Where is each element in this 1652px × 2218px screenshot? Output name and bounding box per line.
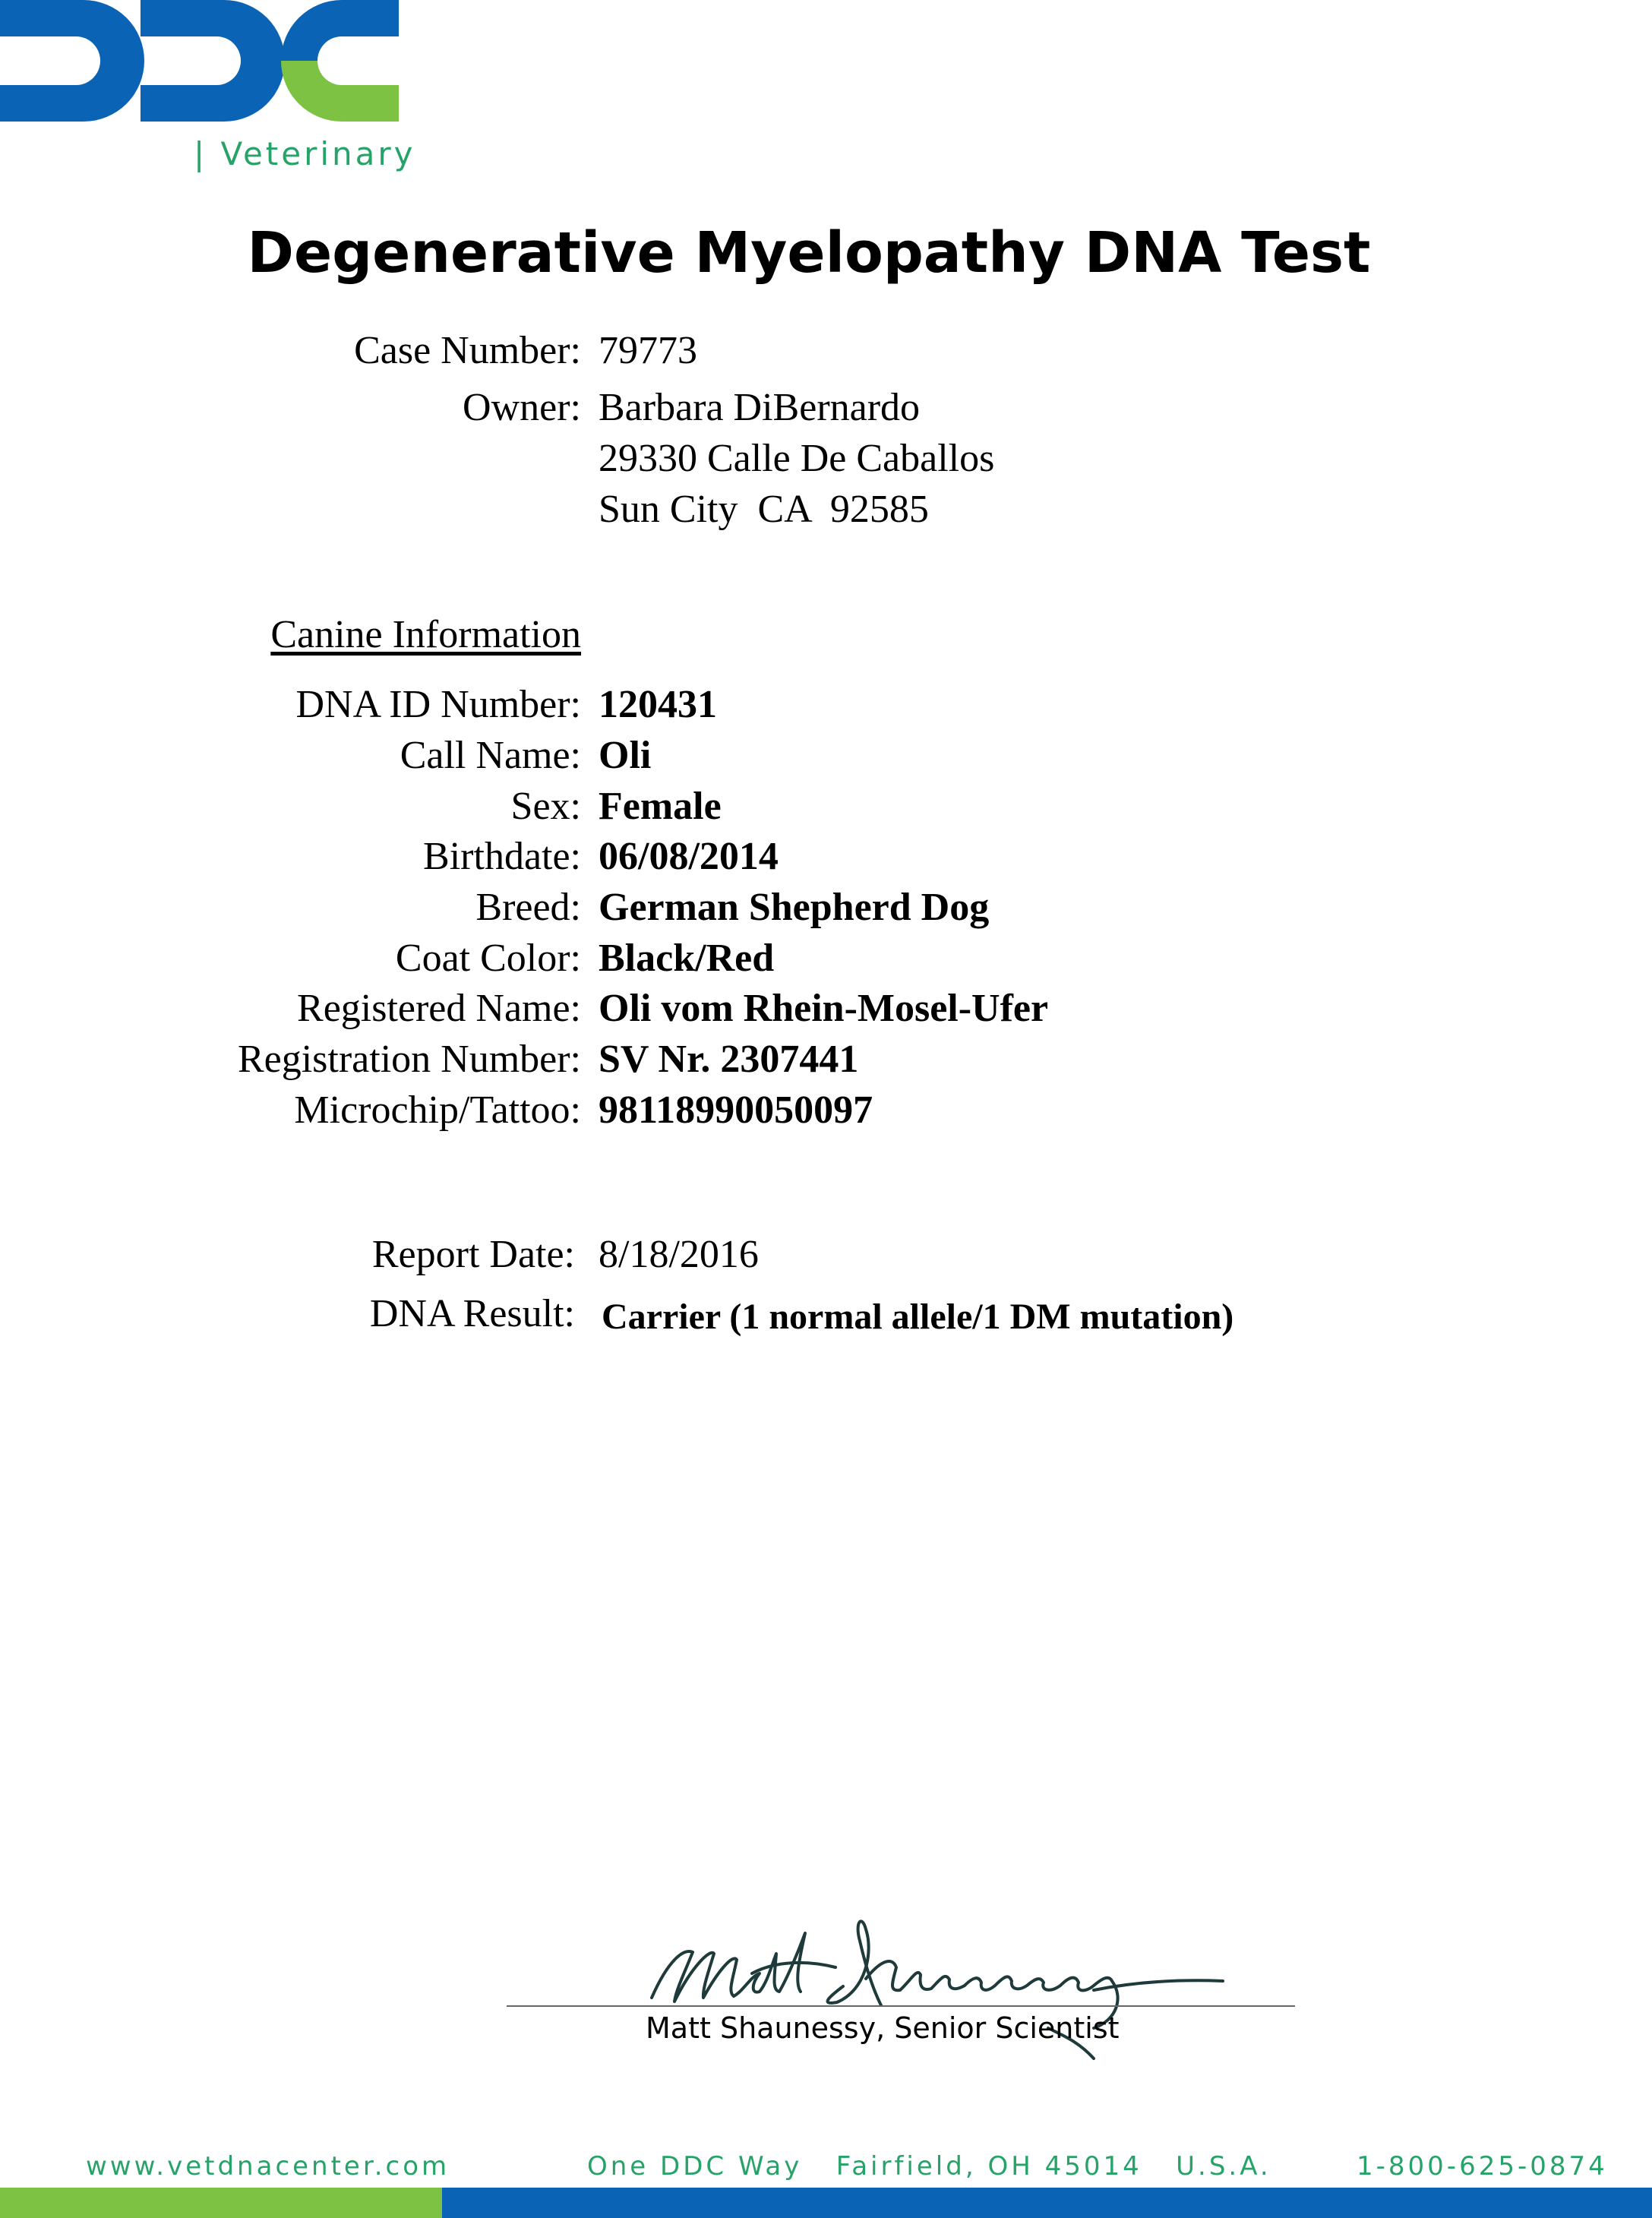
owner-name: Barbara DiBernardo: [599, 386, 921, 429]
owner-address-line1: [0, 436, 1652, 483]
field-label: Call Name:: [400, 734, 581, 777]
field-label: Birthdate:: [423, 835, 581, 878]
signature-line: [507, 2005, 1295, 2007]
signature: [638, 1907, 1230, 2074]
logo-subtitle: | Veterinary: [194, 135, 416, 172]
owner-address1: 29330 Calle De Caballos: [599, 437, 995, 480]
field-row: [0, 733, 1652, 780]
report-date-row: [0, 1232, 1652, 1279]
footer-bar-green: [0, 2188, 442, 2218]
owner-address2: Sun City CA 92585: [599, 488, 929, 531]
report-date-value: 8/18/2016: [599, 1233, 759, 1276]
field-row: [0, 986, 1652, 1033]
owner-label: Owner:: [463, 386, 581, 429]
field-label: Coat Color:: [395, 937, 581, 980]
footer-address: One DDC Way Fairfield, OH 45014 U.S.A.: [587, 2151, 1271, 2182]
field-value: 06/08/2014: [599, 835, 779, 878]
field-value: Female: [599, 785, 722, 828]
field-value: 120431: [599, 683, 717, 726]
field-value: German Shepherd Dog: [599, 886, 990, 929]
field-label: Registered Name:: [297, 987, 581, 1030]
field-label: Sex:: [510, 785, 581, 828]
field-value: SV Nr. 2307441: [599, 1038, 859, 1081]
field-label: Breed:: [475, 886, 581, 929]
field-row: [0, 834, 1652, 881]
field-row: [0, 885, 1652, 932]
field-row: [0, 784, 1652, 831]
field-row: [0, 682, 1652, 729]
dna-result-value: Carrier (1 normal allele/1 DM mutation): [602, 1297, 1234, 1337]
footer-bar-blue: [442, 2188, 1652, 2218]
report-date-label: Report Date:: [371, 1233, 575, 1276]
field-label: DNA ID Number:: [295, 683, 581, 726]
field-row: [0, 1088, 1652, 1135]
field-value: Oli vom Rhein-Mosel-Ufer: [599, 987, 1049, 1030]
case-number-value: 79773: [599, 329, 697, 372]
footer-phone: 1-800-625-0874: [1357, 2151, 1608, 2182]
case-number-row: [0, 328, 1652, 375]
field-label: Registration Number:: [237, 1038, 581, 1081]
case-number-label: Case Number:: [354, 329, 581, 372]
owner-row: [0, 385, 1652, 432]
field-label: Microchip/Tattoo:: [294, 1088, 581, 1132]
owner-address-line2: [0, 487, 1652, 534]
dna-result-row: [0, 1291, 1652, 1338]
field-row: [0, 936, 1652, 983]
signer-name: Matt Shaunessy, Senior Scientist: [646, 2011, 1120, 2045]
dna-result-label: DNA Result:: [369, 1292, 575, 1335]
field-value: Black/Red: [599, 937, 775, 980]
page-title: Degenerative Myelopathy DNA Test: [247, 220, 1371, 286]
field-value: 98118990050097: [599, 1088, 873, 1132]
field-value: Oli: [599, 734, 652, 777]
field-row: [0, 1037, 1652, 1084]
footer-website: www.vetdnacenter.com: [86, 2151, 450, 2182]
canine-information-heading: Canine Information: [270, 613, 581, 656]
